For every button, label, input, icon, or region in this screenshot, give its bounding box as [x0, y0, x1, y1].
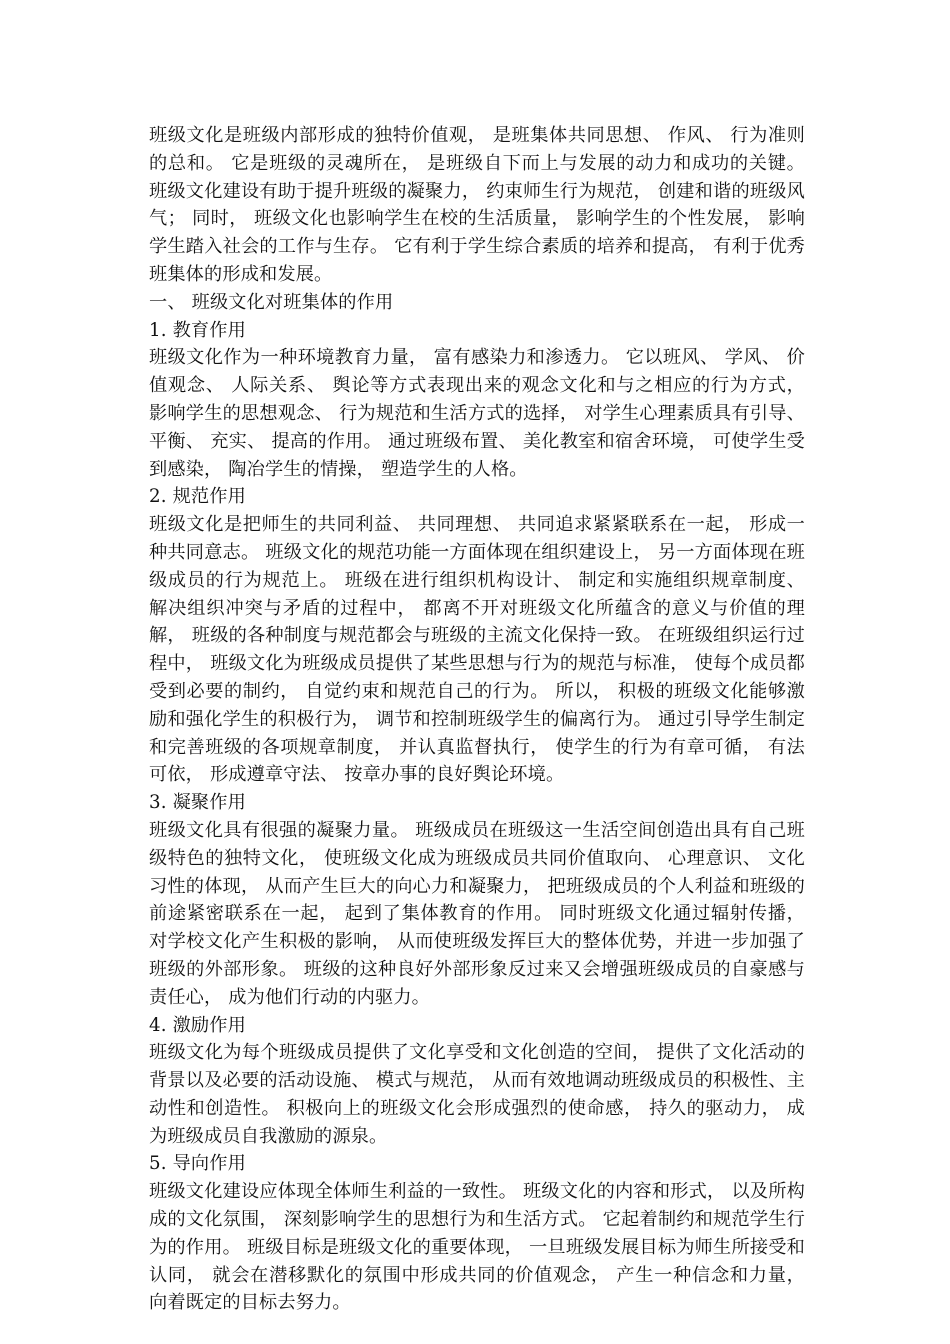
item-body-cohesion: 班级文化具有很强的凝聚力量。 班级成员在班级这一生活空间创造出具有自己班级特色的独特文化， 使班级文化成为班级成员共同价值取向、 心理意识、 文化习性的体现， 从而产生巨大的向心力和凝聚力， 把班级成员的个人利益和班级的前途紧密联系在一起， 起到了集体教育的作用。 同时班级文化通过辐射传播， 对学校文化产生积极的影响， 从而使班级发挥巨大的整体优势，并进一步加强了班级的外部形象。 班级的这种良好外部形象反过来又会增强班级成员的自豪感与责任心， 成为他们行动的内驱力。: [149, 819, 805, 1008]
item-body-norms: 班级文化是把师生的共同利益、 共同理想、 共同追求紧紧联系在一起， 形成一种共同意志。 班级文化的规范功能一方面体现在组织建设上， 另一方面体现在班级成员的行为规范上。 班级在进行组织机构设计、 制定和实施组织规章制度、 解决组织冲突与矛盾的过程中， 都离不开对班级文化所蕴含的意义与价值的理解， 班级的各种制度与规范都会与班级的主流文化保持一致。 在班级组织运行过程中， 班级文化为班级成员提供了某些思想与行为的规范与标准， 使每个成员都受到必要的制约， 自觉约束和规范自己的行为。 所以， 积极的班级文化能够激励和强化学生的积极行为， 调节和控制班级学生的偏离行为。 通过引导学生制定和完善班级的各项规章制度， 并认真监督执行， 使学生的行为有章可循， 有法可依， 形成遵章守法、 按章办事的良好舆论环境。: [149, 514, 805, 786]
intro-paragraph: 班级文化是班级内部形成的独特价值观， 是班集体共同思想、 作风、 行为准则的总和。 它是班级的灵魂所在， 是班级自下而上与发展的动力和成功的关键。 班级文化建设有助于提升班级的凝聚力， 约束师生行为规范， 创建和谐的班级风气； 同时， 班级文化也影响学生在校的生活质量， 影响学生的个性发展， 影响学生踏入社会的工作与生存。 它有利于学生综合素质的培养和提高， 有利于优秀班集体的形成和发展。: [149, 125, 805, 285]
item-heading-norms: 2. 规范作用: [149, 486, 246, 508]
item-body-guidance: 班级文化建设应体现全体师生利益的一致性。 班级文化的内容和形式， 以及所构成的文化氛围， 深刻影响学生的思想行为和生活方式。 它起着制约和规范学生行为的作用。 班级目标是班级文化的重要体现， 一旦班级发展目标为师生所接受和认同， 就会在潜移默化的氛围中形成共同的价值观念， 产生一种信念和力量， 向着既定的目标去努力。: [149, 1181, 805, 1314]
item-body-education: 班级文化作为一种环境教育力量， 富有感染力和渗透力。 它以班风、 学风、 价值观念、 人际关系、 舆论等方式表现出来的观念文化和与之相应的行为方式， 影响学生的思想观念、 行为规范和生活方式的选择， 对学生心理素质具有引导、 平衡、 充实、 提高的作用。 通过班级布置、 美化教室和宿舍环境， 可使学生受到感染， 陶冶学生的情操， 塑造学生的人格。: [149, 347, 805, 480]
item-heading-motivation: 4. 激励作用: [149, 1014, 246, 1036]
item-heading-guidance: 5. 导向作用: [149, 1153, 246, 1175]
section-title: 一、 班级文化对班集体的作用: [149, 291, 394, 313]
document-body: [149, 122, 805, 1317]
item-body-motivation: 班级文化为每个班级成员提供了文化享受和文化创造的空间， 提供了文化活动的背景以及必要的活动设施、 模式与规范， 从而有效地调动班级成员的积极性、主动性和创造性。 积极向上的班级文化会形成强烈的使命感， 持久的驱动力， 成为班级成员自我激励的源泉。: [149, 1042, 805, 1147]
item-heading-cohesion: 3. 凝聚作用: [149, 792, 246, 814]
item-heading-education: 1. 教育作用: [149, 319, 246, 341]
